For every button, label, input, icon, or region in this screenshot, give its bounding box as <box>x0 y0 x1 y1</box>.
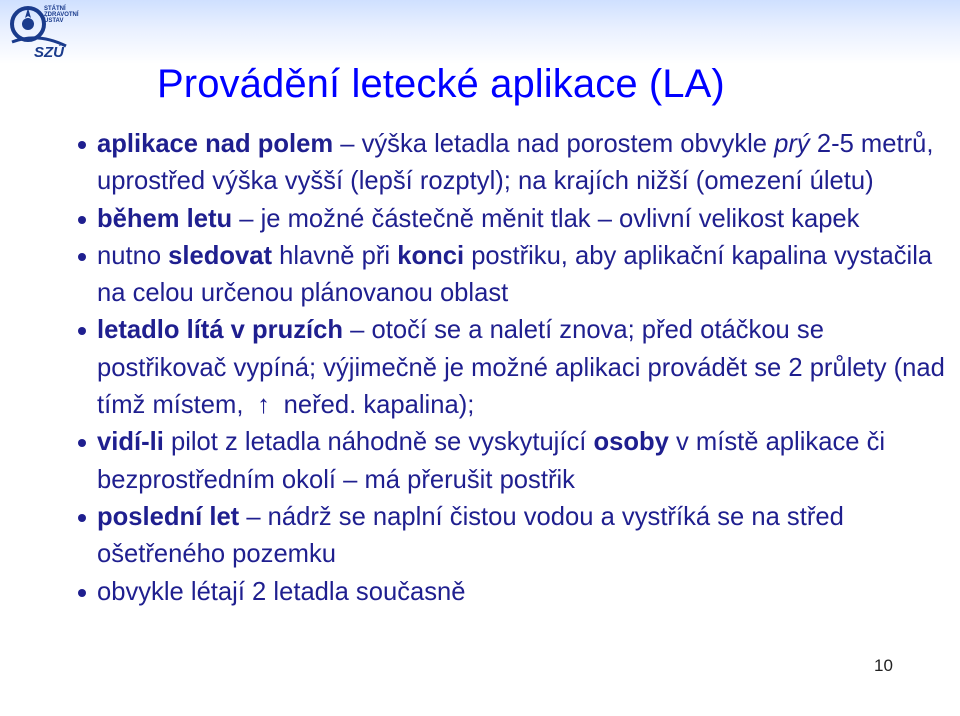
logo-caption <box>44 6 79 24</box>
bullet-text: nutno <box>97 241 169 270</box>
bullet-bold: letadlo lítá v pruzích <box>97 316 344 345</box>
bullet-icon <box>78 216 86 224</box>
bullet-bold: vidí-li <box>97 428 164 457</box>
bullet-list <box>78 126 958 611</box>
bullet-item <box>78 312 958 424</box>
logo-line-1: STÁTNÍ <box>44 6 66 12</box>
bullet-text: 2-5 metrů, uprostřed výška vyšší (lepší rozptyl); na krajích nižší (omezení úletu) <box>97 130 934 196</box>
bullet-text: postřiku, aby aplikační kapalina vystačila na celou určenou plánovanou oblast <box>97 241 933 308</box>
bullet-text: – otočí se a naletí znova; před otáčkou se postřikovač vypíná; výjimečně je možné aplikaci provádět se 2 průlety (nad tímž místem, <box>97 316 945 420</box>
bullet-icon <box>78 327 86 335</box>
bullet-item <box>78 574 958 611</box>
bullet-bold: během letu <box>97 204 233 233</box>
bullet-text: v místě aplikace či bezprostředním okolí – má přerušit postřik <box>97 428 886 494</box>
bullet-icon <box>78 589 86 597</box>
logo-mark: SZÚ <box>34 44 64 60</box>
page-number: 10 <box>874 656 893 675</box>
bullet-item <box>78 201 958 238</box>
bullet-text: – výška letadla nad porostem obvykle <box>333 130 775 158</box>
slide-title: Provádění letecké aplikace (LA) <box>157 62 725 106</box>
bullet-icon <box>78 253 86 261</box>
bullet-bold: konci <box>397 241 465 270</box>
bullet-icon <box>78 514 86 522</box>
bullet-bold: poslední let <box>97 502 240 531</box>
bullet-item <box>78 499 958 574</box>
bullet-text: – je možné částečně měnit tlak – ovlivní velikost kapek <box>232 204 860 233</box>
szu-logo <box>8 2 79 60</box>
logo-line-2: ZDRAVOTNÍ <box>44 12 79 18</box>
bullet-bold: osoby <box>593 428 669 457</box>
bullet-icon <box>78 141 86 149</box>
bullet-italic: prý <box>774 130 810 158</box>
bullet-icon <box>78 439 86 447</box>
bullet-text: hlavně při <box>272 241 398 270</box>
header-band <box>0 0 960 64</box>
up-arrow-icon: ↑ <box>257 391 270 420</box>
bullet-text: – nádrž se naplní čistou vodou a vystříká se na střed ošetřeného pozemku <box>97 502 844 569</box>
bullet-item <box>78 424 958 499</box>
logo-line-3: ÚSTAV <box>44 18 64 24</box>
bullet-text: neřed. kapalina); <box>276 391 475 420</box>
bullet-bold: aplikace nad polem <box>97 130 334 158</box>
bullet-item <box>78 126 958 201</box>
bullet-bold: sledovat <box>168 241 273 270</box>
bullet-item <box>78 238 958 313</box>
bullet-text: obvykle létají 2 letadla současně <box>97 577 466 606</box>
bullet-text: pilot z letadla náhodně se vyskytující <box>163 428 594 457</box>
